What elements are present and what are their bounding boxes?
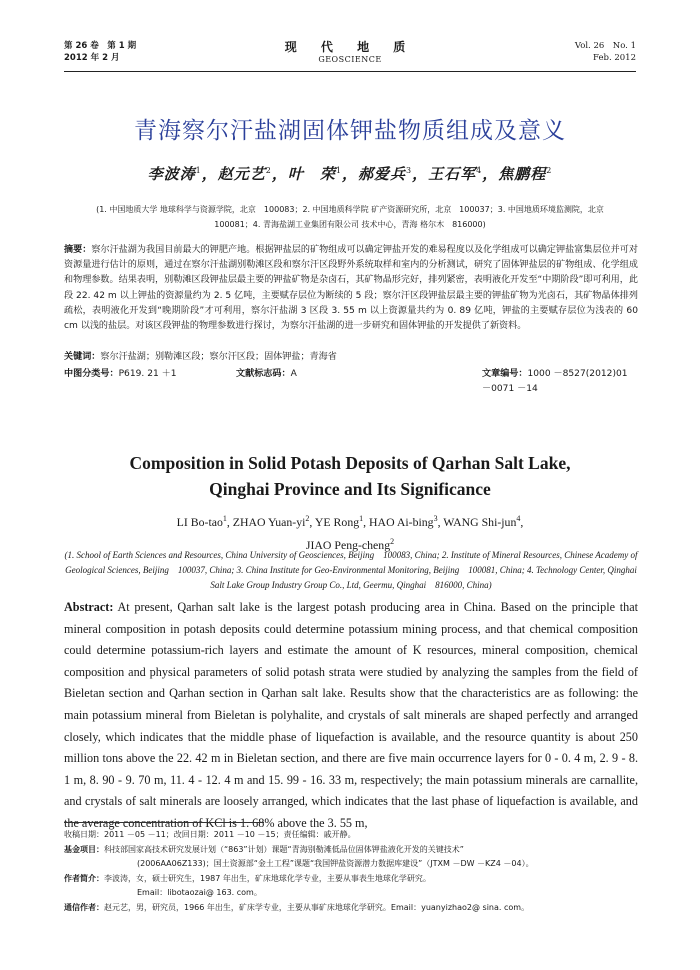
journal-name-en: GEOSCIENCE [318, 55, 382, 64]
corresponding-author: 通信作者：赵元艺，男，研究员，1966 年出生，矿床学专业，主要从事矿床地球化学研究。Email：yuanyizhao2@ sina. com。 [64, 902, 530, 912]
title-en-line2: Qinghai Province and Its Significance [209, 479, 491, 499]
author-en: LI Bo-tao$^1$ [176, 514, 227, 529]
abstract-cn-label: 摘要： [64, 245, 92, 255]
author-cn: 王石军$^4$ [428, 165, 483, 183]
title-en [0, 450, 700, 502]
doc-code: 文献标志码：A [236, 369, 297, 379]
article-number: 文章编号：1000 －8527(2012)01 －0071 －14 [482, 369, 628, 394]
author-cn: 焦鹏程$^2$ [498, 165, 553, 183]
volume-en: Vol. 26 No. 1 [574, 41, 636, 51]
authors-cn: 李波涛$^1$，赵元艺$^2$，叶 荣$^1$，郝爱兵$^3$，王石军$^4$，焦鹏程$^2$ [147, 165, 553, 183]
author-en: HAO Ai-bing$^3$ [369, 514, 438, 529]
keywords-cn-text: 察尔汗盐湖；别勒滩区段；察尔汗区段；固体钾盐；青海省 [100, 352, 337, 362]
keywords-cn-label: 关键词： [64, 352, 101, 362]
date-cn: 2012 年 2 月 [64, 53, 120, 63]
abstract-en-label: Abstract: [64, 600, 114, 614]
running-header [64, 40, 636, 70]
author-en: JIAO Peng-cheng$^2$ [305, 536, 395, 552]
footnotes [64, 828, 638, 915]
header-center [64, 40, 636, 65]
received-dates: 收稿日期：2011 －05 －11；改回日期：2011 －10 －15；责任编辑：戚开静。 [64, 830, 356, 839]
author-email: Email：libotaozai@ 163. com。 [137, 888, 262, 897]
title-en-line1: Composition in Solid Potash Deposits of Qarhan Salt Lake, [129, 453, 571, 473]
abstract-cn [64, 243, 638, 334]
affiliations-cn: (1. 中国地质大学 地球科学与资源学院，北京 100083；2. 中国地质科学院 矿产资源研究所，北京 100037；3. 中国地质环境监测院，北京 100081；4. 青海盐湖工业集团有限公司 技术中心，青海 格尔木 816000) [96, 205, 612, 229]
author-en: WANG Shi-jun$^4$ [443, 514, 521, 529]
author-cn: 叶 荣$^1$ [287, 165, 342, 183]
abstract-cn-text: 察尔汗盐湖为我国目前最大的钾肥产地。根据钾盐层的矿物组成可以确定钾盐开发的难易程度以及化学组成可以确定钾盐富集层位并可对资源量进行估计的原则，通过在察尔汗盐湖别勒滩区段和察尔汗区段野外系统取样和室内的分析测试，研究了固体钾盐层的矿物组成、化学组成和物理参数。结果表明，别勒滩区段钾盐层最主要的钾盐矿物是杂卤石，其矿物晶形完好，排列紧密，表明液化开发至“中期阶段”即可利用，此段 22. 42 m 以上钾盐的资源量约为 2. 5 亿吨，主要赋存层位为断续的 5 段；察尔汗区段钾盐层最主要的钾盐矿物为光卤石，其矿物晶体排列疏松，表明液化开发到“晚期阶段”才可利用，察尔汗盐湖 3 区段 3. 55 m 以上资源量共约为 0. 89 亿吨，钾盐的主要赋存层位为浅表的 60 cm 以浅的盐层。对该区段钾盐的物理参数进行探讨，为察尔汗盐湖的进一步研究和固体钾盐的开发提供了新资料。 [64, 245, 638, 332]
author-en: ZHAO Yuan-$yi^2$ [232, 514, 310, 529]
author-en: YE Rong$^1$ [314, 514, 364, 529]
abstract-en [64, 597, 638, 835]
author-cn: 李波涛$^1$ [147, 165, 202, 183]
header-right [575, 40, 636, 64]
header-rule [64, 71, 636, 72]
footnote-rule [64, 822, 264, 823]
authors-en: LI Bo-tao$^1$, ZHAO Yuan-$yi^2$, YE Rong$^1$, HAO Ai-bing$^3$, WANG Shi-jun$^4$, JIAO Peng-cheng$^2$ [176, 514, 524, 552]
date-en: Feb. 2012 [593, 53, 636, 63]
fund-line: 基金项目：科技部国家高技术研究发展计划（“863”计划）课题“青海别勒滩低品位固体钾盐液化开发的关键技术” [64, 844, 464, 854]
fund-line-2: (2006AA06Z133)；国土资源部“金土工程”课题“我国钾盐资源潜力数据库建设”（JTXM －DW －KZ4 －04）。 [137, 859, 534, 868]
affiliations-en: (1. School of Earth Sciences and Resources, China University of Geosciences, Beijing 100083, China; 2. Institute of Mineral Resources, Chinese Academy of Geological Sciences, Beijing 100037, China; 3. China Institute for Geo-Environmental Monitoring, Beijing 100081, China; 4. Technology Center, Qinghai Salt Lake Group Industry Group Co., Ltd, Geermu, Qinghai 816000, China) [64, 550, 638, 590]
author-cn: 郝爱兵$^3$ [358, 165, 413, 183]
clc-number: 中图分类号：P619. 21 ＋1 [64, 369, 177, 379]
author-cn: 赵元艺$^2$ [217, 165, 272, 183]
volume-cn: 第 26 卷 第 1 期 [64, 41, 137, 51]
classification-line [64, 367, 638, 394]
author-bio: 作者简介：李波涛，女，硕士研究生，1987 年出生，矿床地球化学专业，主要从事表生地球化学研究。 [64, 873, 431, 883]
journal-name-cn: 现 代 地 质 [284, 40, 416, 54]
keywords-cn [64, 350, 638, 365]
title-cn: 青海察尔汗盐湖固体钾盐物质组成及意义 [134, 118, 566, 144]
abstract-en-text: At present, Qarhan salt lake is the largest potash producing area in China. Based on the principle that mineral composition in potash deposits could determine potassium mining process, and that chemical composition could determine potassium-rich layers and estimate the amount of K resources, mineral composition, chemical composition and physical parameters of solid potash strata were studied by analyzing the samples from the field of Bieletan section and Qarhan section in Qarhan salt lake. Results show that the characteristics are as following: the main potassium mineral from Bieletan is polyhalite, and crystals of salt minerals are shaped perfectly and arranged closely, which indicates that the middle phase of liquefaction is available, and the resource quantity is about 250 million tons above the 22. 42 m in Bieletan section, and there are five main occurrence layers for 0 - 0. 4 m, 2. 9 - 8. 1 m, 8. 90 - 9. 70 m, 11. 4 - 12. 4 m and 15. 99 - 16. 33 m, respectively; the main potassium minerals are carnallite, and crystals of salt minerals are loosely arranged, which indicates that the last phase of liquefaction is available, and the average concentration of KCl is 1. 68% above the 3. 55 m, [64, 600, 639, 830]
